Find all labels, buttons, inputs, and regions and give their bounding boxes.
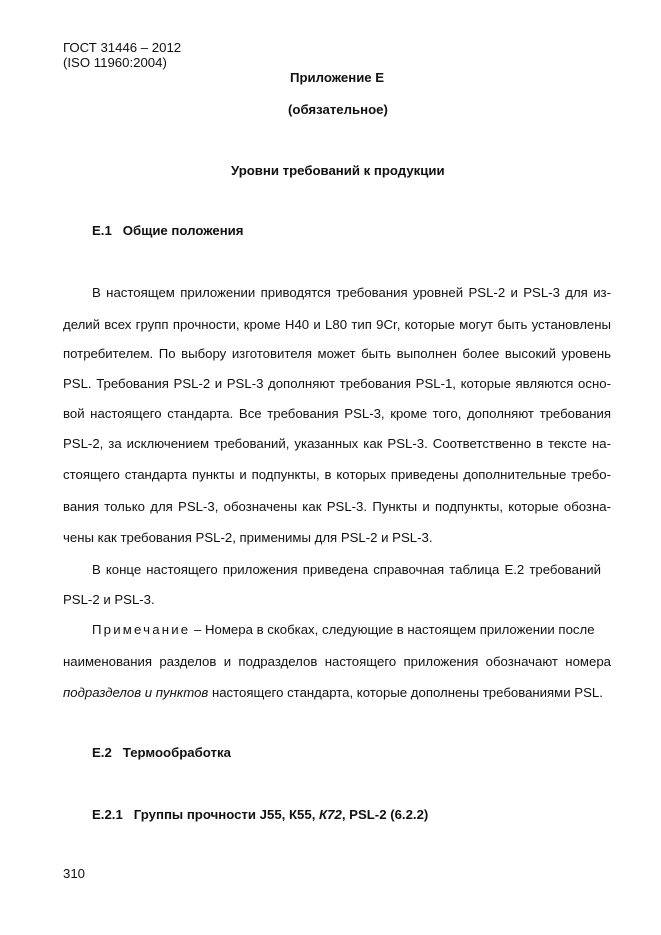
paragraph-line: делий всех групп прочности, кроме Н40 и L80 тип 9Cr, которые могут быть установлены	[63, 317, 611, 332]
paragraph-line: PSL. Требования PSL-2 и PSL-3 дополняют требования PSL-1, которые являются осно-	[63, 376, 611, 391]
paragraph-line: PSL-2, за исключением требований, указанных как PSL-3. Соответственно в тексте на-	[63, 436, 611, 451]
note-text: – Номера в скобках, следующие в настоящем приложении после	[190, 622, 595, 637]
note-italic-text: подразделов и пунктов	[63, 685, 209, 700]
section-e1-heading	[92, 223, 244, 238]
note-line: наименования разделов и подразделов настоящего приложения обозначают номера	[63, 654, 611, 669]
section-e21-number: Е.2.1	[92, 807, 123, 822]
note-line	[92, 622, 595, 637]
section-e1-title: Общие положения	[122, 223, 244, 238]
section-e21-heading	[92, 807, 428, 822]
section-e21-title-end: , PSL-2 (6.2.2)	[341, 807, 429, 822]
note-text: настоящего стандарта, которые дополнены требованиями PSL.	[208, 685, 603, 700]
appendix-heading: Уровни требований к продукции	[231, 163, 445, 178]
section-e21-title: Группы прочности J55, К55,	[133, 807, 320, 822]
paragraph-line: В настоящем приложении приводятся требования уровней PSL-2 и PSL-3 для из-	[92, 285, 611, 300]
paragraph-line: потребителем. По выбору изготовителя может быть выполнен более высокий уровень	[63, 346, 611, 361]
appendix-title: Приложение Е	[290, 70, 385, 85]
section-e1-number: Е.1	[92, 223, 112, 238]
note-line	[63, 685, 603, 700]
note-label: Примечание	[92, 622, 191, 637]
iso-designation: (ISO 11960:2004)	[63, 55, 167, 70]
paragraph-line: стоящего стандарта пункты и подпункты, в которых приведены дополнительные требо-	[63, 467, 611, 482]
section-e2-number: Е.2	[92, 745, 112, 760]
paragraph-line: PSL-2 и PSL-3.	[63, 592, 155, 607]
paragraph-line: чены как требования PSL-2, применимы для PSL-2 и PSL-3.	[63, 530, 433, 545]
paragraph-line: В конце настоящего приложения приведена справочная таблица Е.2 требований	[92, 562, 601, 577]
section-e21-title-italic: К72	[319, 807, 342, 822]
appendix-status: (обязательное)	[288, 102, 388, 117]
paragraph-line: вания только для PSL-3, обозначены как PSL-3. Пункты и подпункты, которые обозна-	[63, 499, 611, 514]
document-designation: ГОСТ 31446 – 2012	[63, 40, 182, 55]
section-e2-heading	[92, 745, 231, 760]
section-e2-title: Термообработка	[122, 745, 231, 760]
page-number: 310	[63, 866, 86, 881]
paragraph-line: вой настоящего стандарта. Все требования PSL-3, кроме того, дополняют требования	[63, 406, 611, 421]
